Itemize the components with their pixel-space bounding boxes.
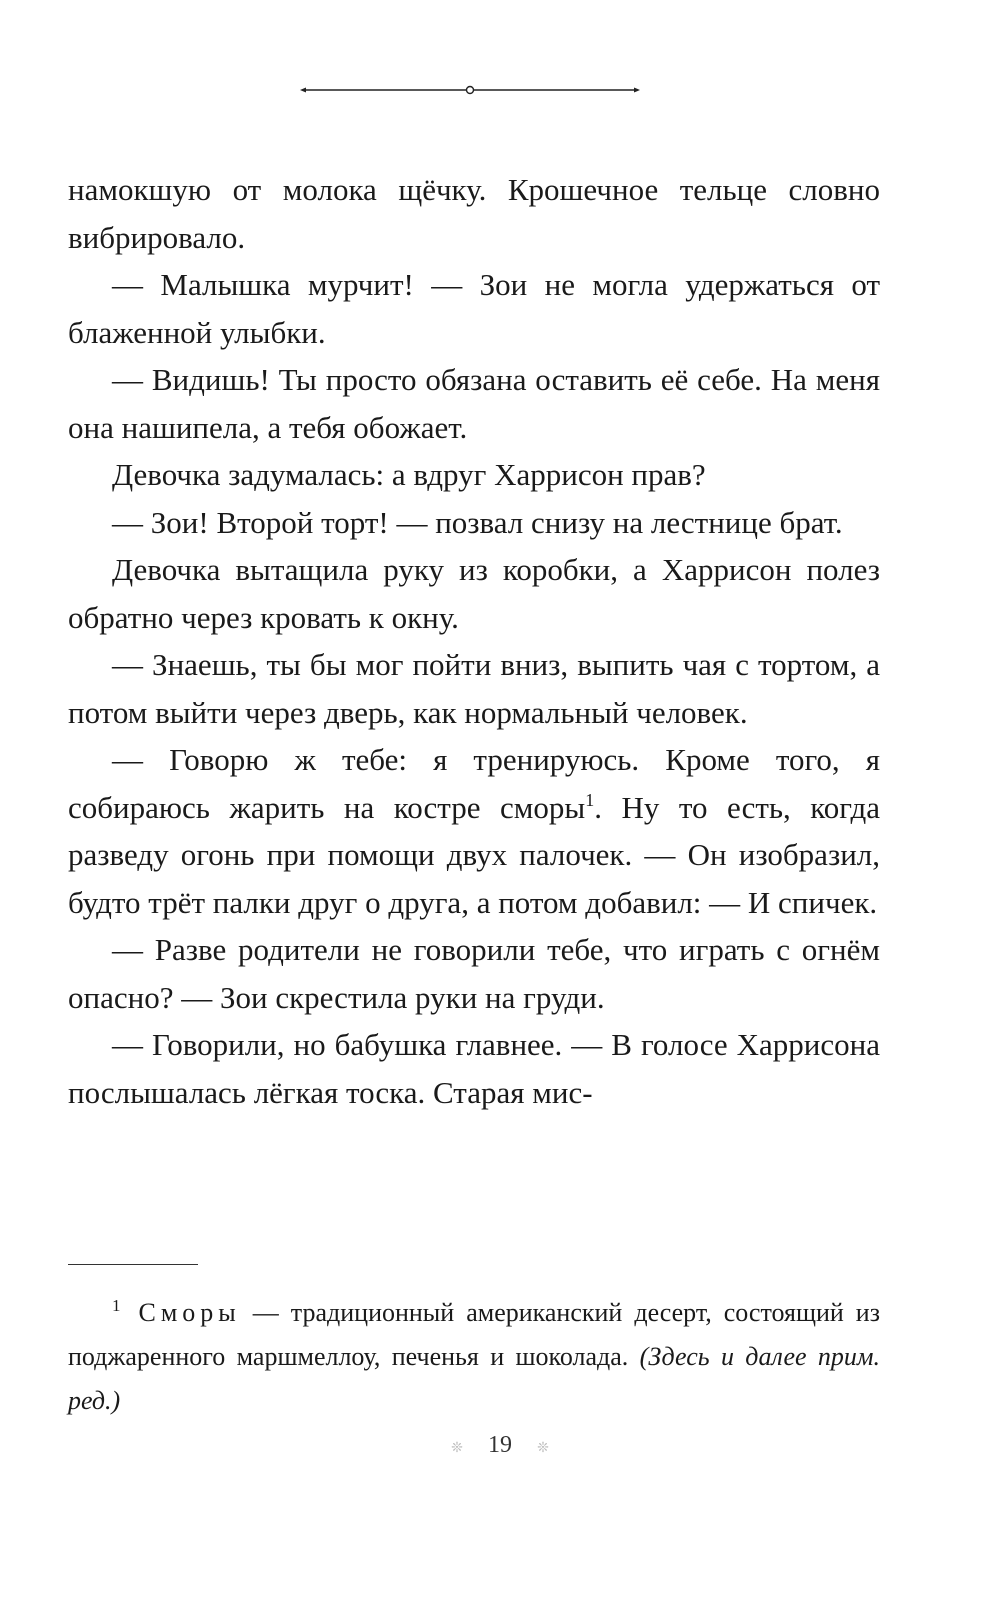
paragraph: — Зои! Второй торт! — позвал снизу на лестнице брат. (112, 504, 843, 540)
footnote-divider (68, 1264, 198, 1265)
paragraph-text: — Говорю ж тебе: я тренируюсь. Кроме того, я собираюсь жарить на костре сморы (68, 742, 880, 825)
top-ornament (300, 84, 640, 96)
paragraph: намокшую от молока щёчку. Крошечное тельце словно вибрировало. (68, 172, 880, 255)
page-number: 19 (488, 1432, 512, 1458)
paragraph: Девочка вытащила руку из коробки, а Харрисон полез обратно через кровать к окну. (68, 552, 880, 635)
paragraph: — Малышка мурчит! — Зои не могла удержаться от блаженной улыбки. (68, 267, 880, 350)
paragraph-text: . Ну то есть, когда разведу огонь при помощи двух палочек. — Он изобразил, будто трёт палки друг о друга, а потом добавил: — И спичек. (68, 789, 880, 920)
paragraph: — Разве родители не говорили тебе, что играть с огнём опасно? — Зои скрестила руки на груди. (68, 932, 880, 1015)
footnote-marker: 1 (112, 1296, 121, 1315)
page-footer (0, 1432, 1000, 1459)
footnote-reference[interactable]: 1 (585, 789, 595, 810)
footnote (68, 1284, 880, 1423)
paragraph: — Видишь! Ты просто обязана оставить её себе. На меня она нашипела, а тебя обожает. (68, 362, 880, 445)
paragraph-with-footnote (68, 736, 880, 926)
paragraph: Девочка задумалась: а вдруг Харрисон прав? (112, 457, 706, 492)
right-decoration-icon: ❊ (537, 1439, 549, 1456)
paragraph: — Знаешь, ты бы мог пойти вниз, выпить чая с тортом, а потом выйти через дверь, как нормальный человек. (68, 647, 880, 730)
footnote-term: Сморы (138, 1298, 241, 1327)
editor-note: (Здесь и далее прим. ред.) (68, 1342, 880, 1415)
body-text (68, 166, 880, 1116)
paragraph: — Говорили, но бабушка главнее. — В голосе Харрисона послышалась лёгкая тоска. Старая мис- (68, 1027, 880, 1110)
footnote-text: — традиционный американский десерт, состоящий из поджаренного маршмеллоу, печенья и шоколада. (68, 1298, 880, 1371)
left-decoration-icon: ❊ (451, 1439, 463, 1456)
